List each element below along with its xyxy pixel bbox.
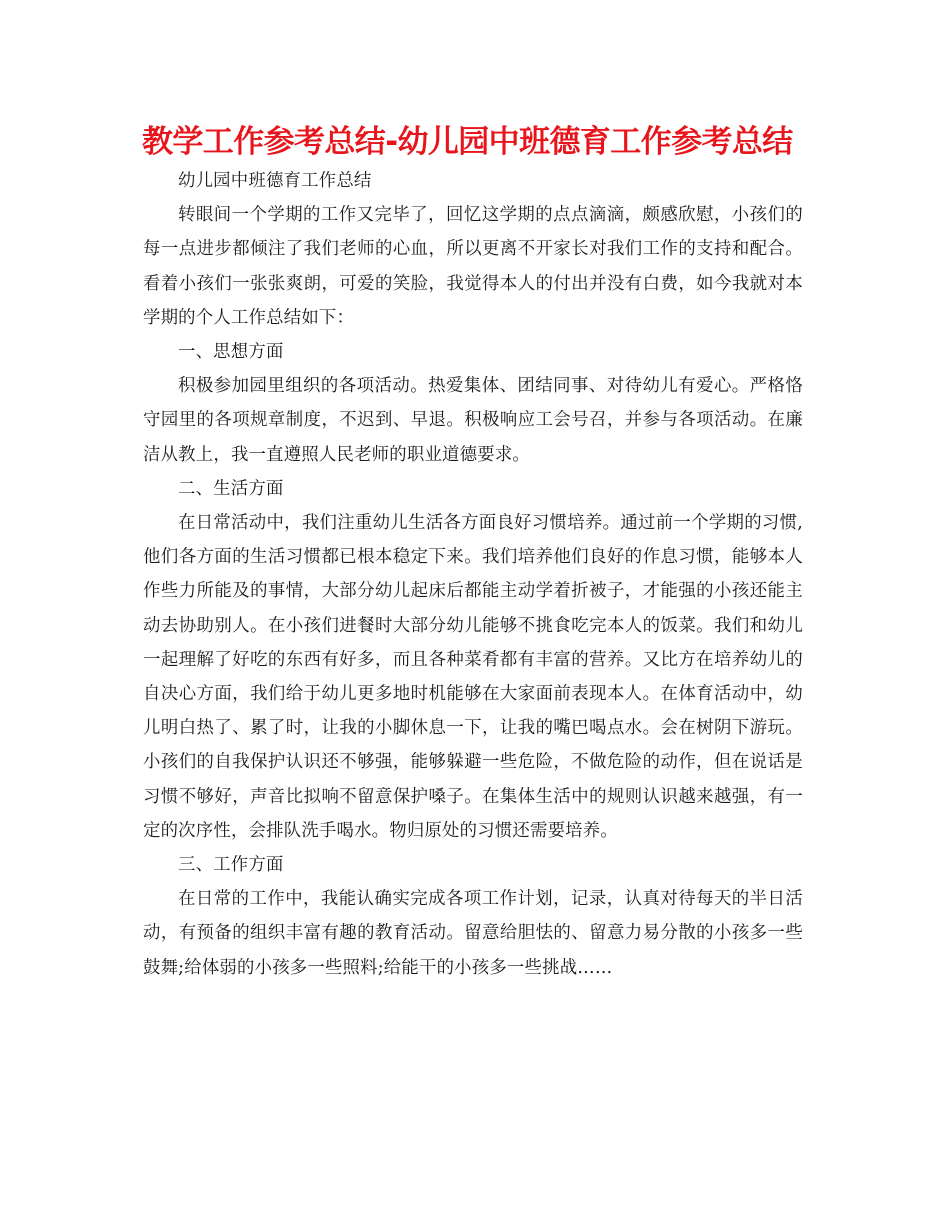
life-paragraph: 在日常活动中，我们注重幼儿生活各方面良好习惯培养。通过前一个学期的习惯,他们各方面的生活习惯都已根本稳定下来。我们培养他们良好的作息习惯，能够本人作些力所能及的事情，大部分幼儿起床后都能主动学着折被子，才能强的小孩还能主动去协助别人。在小孩们进餐时大部分幼儿能够不挑食吃完本人的饭菜。我们和幼儿一起理解了好吃的东西有好多，而且各种菜肴都有丰富的营养。又比方在培养幼儿的自决心方面，我们给于幼儿更多地时机能够在大家面前表现本人。在体育活动中，幼儿明白热了、累了时，让我的小脚休息一下，让我的嘴巴喝点水。会在树阴下游玩。小孩们的自我保护认识还不够强，能够躲避一些危险，不做危险的动作，但在说话是习惯不够好，声音比拟响不留意保护嗓子。在集体生活中的规则认识越来越强，有一定的次序性，会排队洗手喝水。物归原处的习惯还需要培养。 (143, 513, 803, 841)
subtitle-paragraph: 幼儿园中班德育工作总结 (178, 171, 372, 191)
section-heading-thought: 一、思想方面 (178, 342, 284, 363)
document-body (143, 164, 803, 985)
thought-paragraph: 积极参加园里组织的各项活动。热爱集体、团结同事、对待幼儿有爱心。严格恪守园里的各项规章制度，不迟到、早退。积极响应工会号召，并参与各项活动。在廉洁从教上，我一直遵照人民老师的职业道德要求。 (143, 376, 803, 465)
section-heading-work: 三、工作方面 (178, 855, 284, 876)
intro-paragraph: 转眼间一个学期的工作又完毕了，回忆这学期的点点滴滴，颇感欣慰，小孩们的每一点进步都倾注了我们老师的心血，所以更离不开家长对我们工作的支持和配合。看着小孩们一张张爽朗，可爱的笑脸，我觉得本人的付出并没有白费，如今我就对本学期的个人工作总结如下： (143, 205, 803, 328)
document-title: 教学工作参考总结-幼儿园中班德育工作参考总结 (142, 124, 793, 160)
section-heading-life: 二、生活方面 (178, 478, 284, 499)
work-paragraph: 在日常的工作中，我能认确实完成各项工作计划，记录，认真对待每天的半日活动，有预备的组织丰富有趣的教育活动。留意给胆怯的、留意力易分散的小孩多一些鼓舞;给体弱的小孩多一些照料;给能干的小孩多一些挑战…… (143, 889, 803, 978)
